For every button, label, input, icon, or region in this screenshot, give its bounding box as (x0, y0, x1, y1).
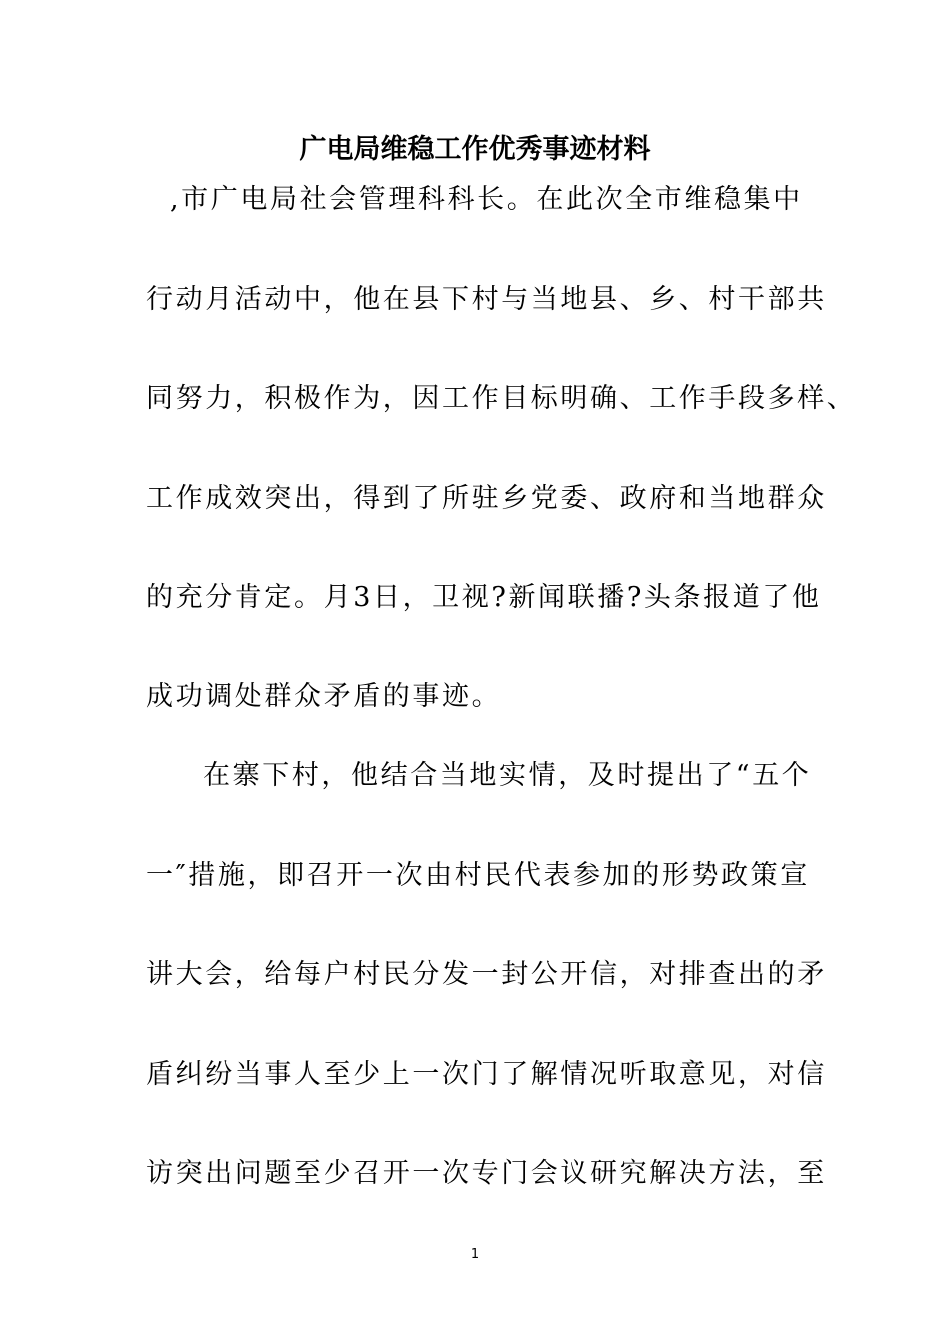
paragraph-line: 的充分肯定。月3日，卫视?新闻联播?头条报道了他 (146, 582, 822, 613)
paragraph-line: 成功调处群众矛盾的事迹。 (146, 681, 502, 712)
paragraph-line: ,市广电局社会管理科科长。在此次全市维稳集中 (170, 184, 803, 215)
paragraph-line: 在寨下村，他结合当地实情，及时提出了“五个 (203, 760, 812, 791)
paragraph-line: 访突出问题至少召开一次专门会议研究解决方法，至 (146, 1158, 827, 1189)
paragraph-line: 工作成效突出，得到了所驻乡党委、政府和当地群众 (146, 483, 827, 514)
page-number: 1 (470, 1247, 480, 1262)
paragraph-line: 行动月活动中，他在县下村与当地县、乡、村干部共 (146, 284, 827, 315)
paragraph-line: 一″措施，即召开一次由村民代表参加的形势政策宣 (146, 860, 810, 891)
document-title: 广电局维稳工作优秀事迹材料 (299, 134, 651, 165)
paragraph-line: 盾纠纷当事人至少上一次门了解情况听取意见，对信 (146, 1059, 827, 1090)
paragraph-line: 同努力，积极作为，因工作目标明确、工作手段多样、 (146, 383, 857, 414)
paragraph-line: 讲大会，给每户村民分发一封公开信，对排查出的矛 (146, 959, 827, 990)
